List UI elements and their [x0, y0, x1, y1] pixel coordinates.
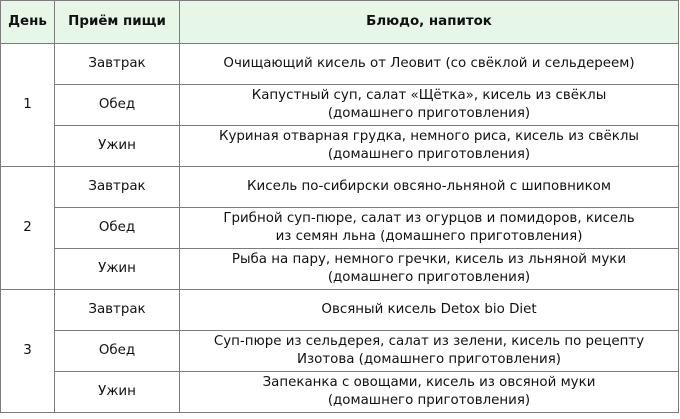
meal-cell: Ужин [55, 249, 180, 290]
dish-line: Изотова (домашнего приготовления) [297, 352, 561, 367]
dish-line: Куриная отварная грудка, немного риса, кисель из свёклы [219, 129, 639, 144]
dish-line: Запеканка с овощами, кисель из овсяной муки [262, 375, 596, 390]
day-cell: 1 [1, 44, 55, 167]
table-row [1, 249, 679, 290]
header-meal: Приём пищи [55, 1, 180, 44]
table-row [1, 44, 679, 85]
table-row [1, 126, 679, 167]
meal-cell: Обед [55, 208, 180, 249]
meal-cell: Завтрак [55, 290, 180, 331]
dish-cell [180, 331, 679, 372]
dish-cell [180, 85, 679, 126]
table-body [1, 44, 679, 413]
dish-line: Рыба на пару, немного гречки, кисель из льняной муки [231, 252, 627, 267]
table-row [1, 208, 679, 249]
dish-line: Суп-пюре из сельдерея, салат из зелени, кисель по рецепту [213, 334, 645, 349]
dish-line: (домашнего приготовления) [327, 147, 531, 162]
dish-cell [180, 290, 679, 331]
dish-line: Грибной суп-пюре, салат из огурцов и помидоров, кисель [223, 211, 635, 226]
dish-cell [180, 126, 679, 167]
meal-cell: Завтрак [55, 167, 180, 208]
dish-line: (домашнего приготовления) [327, 270, 531, 285]
day-cell: 2 [1, 167, 55, 290]
dish-line: (домашнего приготовления) [327, 106, 531, 121]
table-row [1, 167, 679, 208]
dish-cell [180, 167, 679, 208]
meal-cell: Завтрак [55, 44, 180, 85]
dish-line: Очищающий кисель от Леовит (со свёклой и сельдереем) [223, 56, 635, 71]
day-cell: 3 [1, 290, 55, 413]
table-row [1, 372, 679, 413]
table-header [1, 1, 679, 44]
meal-cell: Обед [55, 85, 180, 126]
meal-cell: Ужин [55, 126, 180, 167]
header-row [1, 1, 679, 44]
header-dish: Блюдо, напиток [180, 1, 679, 44]
table-row [1, 290, 679, 331]
dish-line: Овсяный кисель Detox bio Diet [321, 302, 537, 317]
dish-line: Кисель по-сибирски овсяно-льняной с шиповником [247, 179, 611, 194]
meal-cell: Обед [55, 331, 180, 372]
dish-line: Капустный суп, салат «Щётка», кисель из свёклы [251, 88, 607, 103]
dish-line: (домашнего приготовления) [327, 393, 531, 408]
dish-cell [180, 372, 679, 413]
table-row [1, 85, 679, 126]
dish-line: из семян льна (домашнего приготовления) [275, 229, 583, 244]
dish-cell [180, 249, 679, 290]
table-row [1, 331, 679, 372]
meal-cell: Ужин [55, 372, 180, 413]
header-day: День [1, 1, 55, 44]
dish-cell [180, 44, 679, 85]
dish-cell [180, 208, 679, 249]
